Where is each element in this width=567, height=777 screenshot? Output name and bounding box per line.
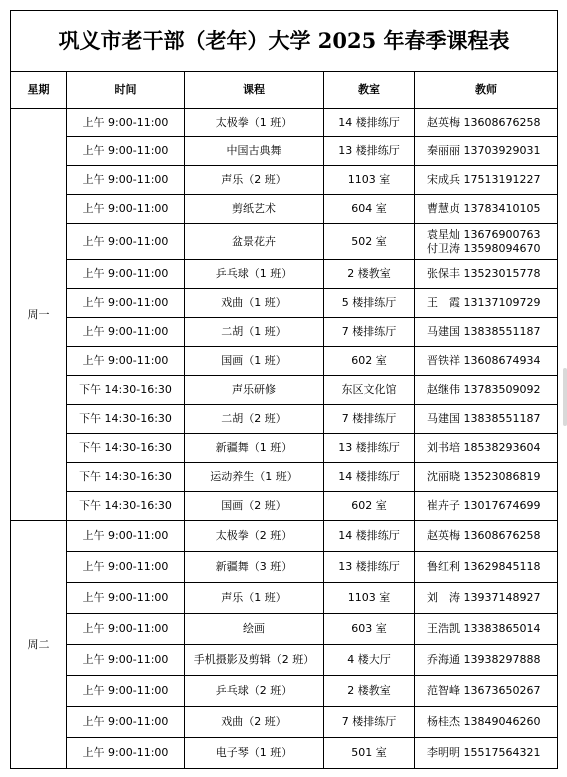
teacher-cell [415,583,558,614]
time-cell: 下午 14:30-16:30 [67,376,185,405]
teacher-cell [415,109,558,137]
room-cell: 14 楼排练厅 [324,521,415,552]
day-cell: 周二 [11,521,67,769]
course-cell: 新疆舞（3 班） [185,552,324,583]
teacher-cell [415,376,558,405]
teacher-cell [415,521,558,552]
teacher-cell [415,347,558,376]
header-day: 星期 [11,72,67,109]
table-row [11,707,558,738]
teacher-name-phone: 刘书培 18538293604 [427,441,541,454]
table-row [11,109,558,137]
teacher-cell [415,405,558,434]
teacher-name-phone: 崔卉子 13017674699 [427,499,541,512]
room-cell: 602 室 [324,347,415,376]
page-title: 巩义市老干部（老年）大学 2025 年春季课程表 [11,11,558,72]
time-cell: 上午 9:00-11:00 [67,738,185,769]
teacher-cell [415,492,558,521]
time-cell: 上午 9:00-11:00 [67,137,185,166]
teacher-cell [415,463,558,492]
teacher-name-phone: 王 霞 13137109729 [427,296,541,309]
header-room: 教室 [324,72,415,109]
teacher-name-phone: 赵继伟 13783509092 [427,383,541,396]
header-row [11,72,558,109]
table-row [11,552,558,583]
schedule-sheet [10,10,557,773]
course-cell: 电子琴（1 班） [185,738,324,769]
teacher-name-phone: 袁星灿 13676900763 [427,227,541,241]
scrollbar-edge[interactable] [563,368,567,426]
time-cell: 下午 14:30-16:30 [67,463,185,492]
table-row [11,137,558,166]
table-row [11,521,558,552]
course-cell: 二胡（1 班） [185,318,324,347]
teacher-cell [415,676,558,707]
time-cell: 上午 9:00-11:00 [67,224,185,260]
room-cell: 1103 室 [324,583,415,614]
teacher-name-phone: 曹慧贞 13783410105 [427,202,541,215]
room-cell: 7 楼排练厅 [324,707,415,738]
header-course: 课程 [185,72,324,109]
course-cell: 中国古典舞 [185,137,324,166]
room-cell: 7 楼排练厅 [324,405,415,434]
course-cell: 太极拳（1 班） [185,109,324,137]
table-row [11,463,558,492]
teacher-name-phone: 沈丽晓 13523086819 [427,470,541,483]
table-row [11,195,558,224]
teacher-name-phone: 王浩凯 13383865014 [427,622,541,635]
time-cell: 上午 9:00-11:00 [67,289,185,318]
teacher-cell [415,166,558,195]
table-row [11,676,558,707]
room-cell: 501 室 [324,738,415,769]
course-cell: 乒乓球（1 班） [185,260,324,289]
room-cell: 604 室 [324,195,415,224]
time-cell: 上午 9:00-11:00 [67,318,185,347]
course-cell: 绘画 [185,614,324,645]
teacher-cell [415,614,558,645]
table-row [11,347,558,376]
teacher-name-phone: 秦丽丽 13703929031 [427,144,541,157]
day-cell: 周一 [11,109,67,521]
time-cell: 上午 9:00-11:00 [67,552,185,583]
schedule-table [10,10,558,769]
table-row [11,434,558,463]
time-cell: 上午 9:00-11:00 [67,195,185,224]
table-row [11,405,558,434]
table-row [11,376,558,405]
course-cell: 戏曲（2 班） [185,707,324,738]
teacher-cell [415,137,558,166]
time-cell: 上午 9:00-11:00 [67,614,185,645]
room-cell: 2 楼教室 [324,676,415,707]
time-cell: 上午 9:00-11:00 [67,521,185,552]
time-cell: 上午 9:00-11:00 [67,109,185,137]
course-cell: 声乐（2 班） [185,166,324,195]
time-cell: 上午 9:00-11:00 [67,676,185,707]
time-cell: 下午 14:30-16:30 [67,434,185,463]
time-cell: 上午 9:00-11:00 [67,347,185,376]
teacher-name-phone: 李明明 15517564321 [427,746,541,759]
time-cell: 上午 9:00-11:00 [67,166,185,195]
teacher-name-phone: 乔海通 13938297888 [427,653,541,666]
header-teacher: 教师 [415,72,558,109]
course-cell: 新疆舞（1 班） [185,434,324,463]
teacher-cell [415,260,558,289]
title-row [11,11,558,72]
teacher-name-phone: 马建国 13838551187 [427,412,541,425]
time-cell: 上午 9:00-11:00 [67,707,185,738]
teacher-cell [415,224,558,260]
table-row [11,166,558,195]
room-cell: 13 楼排练厅 [324,552,415,583]
table-row [11,289,558,318]
teacher-cell [415,645,558,676]
teacher-name-phone: 晋铁祥 13608674934 [427,354,541,367]
room-cell: 13 楼排练厅 [324,434,415,463]
teacher-cell [415,434,558,463]
course-cell: 声乐（1 班） [185,583,324,614]
teacher-name-phone: 宋成兵 17513191227 [427,173,541,186]
table-row [11,583,558,614]
course-cell: 手机摄影及剪辑（2 班） [185,645,324,676]
teacher-cell [415,738,558,769]
course-cell: 太极拳（2 班） [185,521,324,552]
course-cell: 运动养生（1 班） [185,463,324,492]
room-cell: 1103 室 [324,166,415,195]
room-cell: 5 楼排练厅 [324,289,415,318]
time-cell: 上午 9:00-11:00 [67,645,185,676]
teacher-name-phone: 张保丰 13523015778 [427,267,541,280]
table-row [11,645,558,676]
teacher-name-phone: 付卫涛 13598094670 [427,241,541,255]
course-cell: 二胡（2 班） [185,405,324,434]
room-cell: 602 室 [324,492,415,521]
table-row [11,224,558,260]
room-cell: 502 室 [324,224,415,260]
course-cell: 国画（2 班） [185,492,324,521]
teacher-name-phone: 范智峰 13673650267 [427,684,541,697]
teacher-cell [415,707,558,738]
teacher-name-phone: 刘 涛 13937148927 [427,591,541,604]
header-time: 时间 [67,72,185,109]
room-cell: 7 楼排练厅 [324,318,415,347]
course-cell: 剪纸艺术 [185,195,324,224]
teacher-cell [415,289,558,318]
teacher-cell [415,552,558,583]
room-cell: 14 楼排练厅 [324,463,415,492]
table-row [11,260,558,289]
table-row [11,738,558,769]
teacher-name-phone: 杨桂杰 13849046260 [427,715,541,728]
time-cell: 上午 9:00-11:00 [67,583,185,614]
table-row [11,614,558,645]
teacher-name-phone: 鲁红利 13629845118 [427,560,541,573]
table-row [11,318,558,347]
course-cell: 戏曲（1 班） [185,289,324,318]
table-row [11,492,558,521]
teacher-name-phone: 赵英梅 13608676258 [427,529,541,542]
room-cell: 东区文化馆 [324,376,415,405]
room-cell: 4 楼大厅 [324,645,415,676]
course-cell: 声乐研修 [185,376,324,405]
time-cell: 下午 14:30-16:30 [67,492,185,521]
course-cell: 盆景花卉 [185,224,324,260]
teacher-cell [415,318,558,347]
teacher-name-phone: 马建国 13838551187 [427,325,541,338]
time-cell: 上午 9:00-11:00 [67,260,185,289]
room-cell: 2 楼教室 [324,260,415,289]
course-cell: 国画（1 班） [185,347,324,376]
teacher-name-phone: 赵英梅 13608676258 [427,115,541,129]
room-cell: 603 室 [324,614,415,645]
room-cell: 13 楼排练厅 [324,137,415,166]
room-cell: 14 楼排练厅 [324,109,415,137]
time-cell: 下午 14:30-16:30 [67,405,185,434]
course-cell: 乒乓球（2 班） [185,676,324,707]
teacher-cell [415,195,558,224]
